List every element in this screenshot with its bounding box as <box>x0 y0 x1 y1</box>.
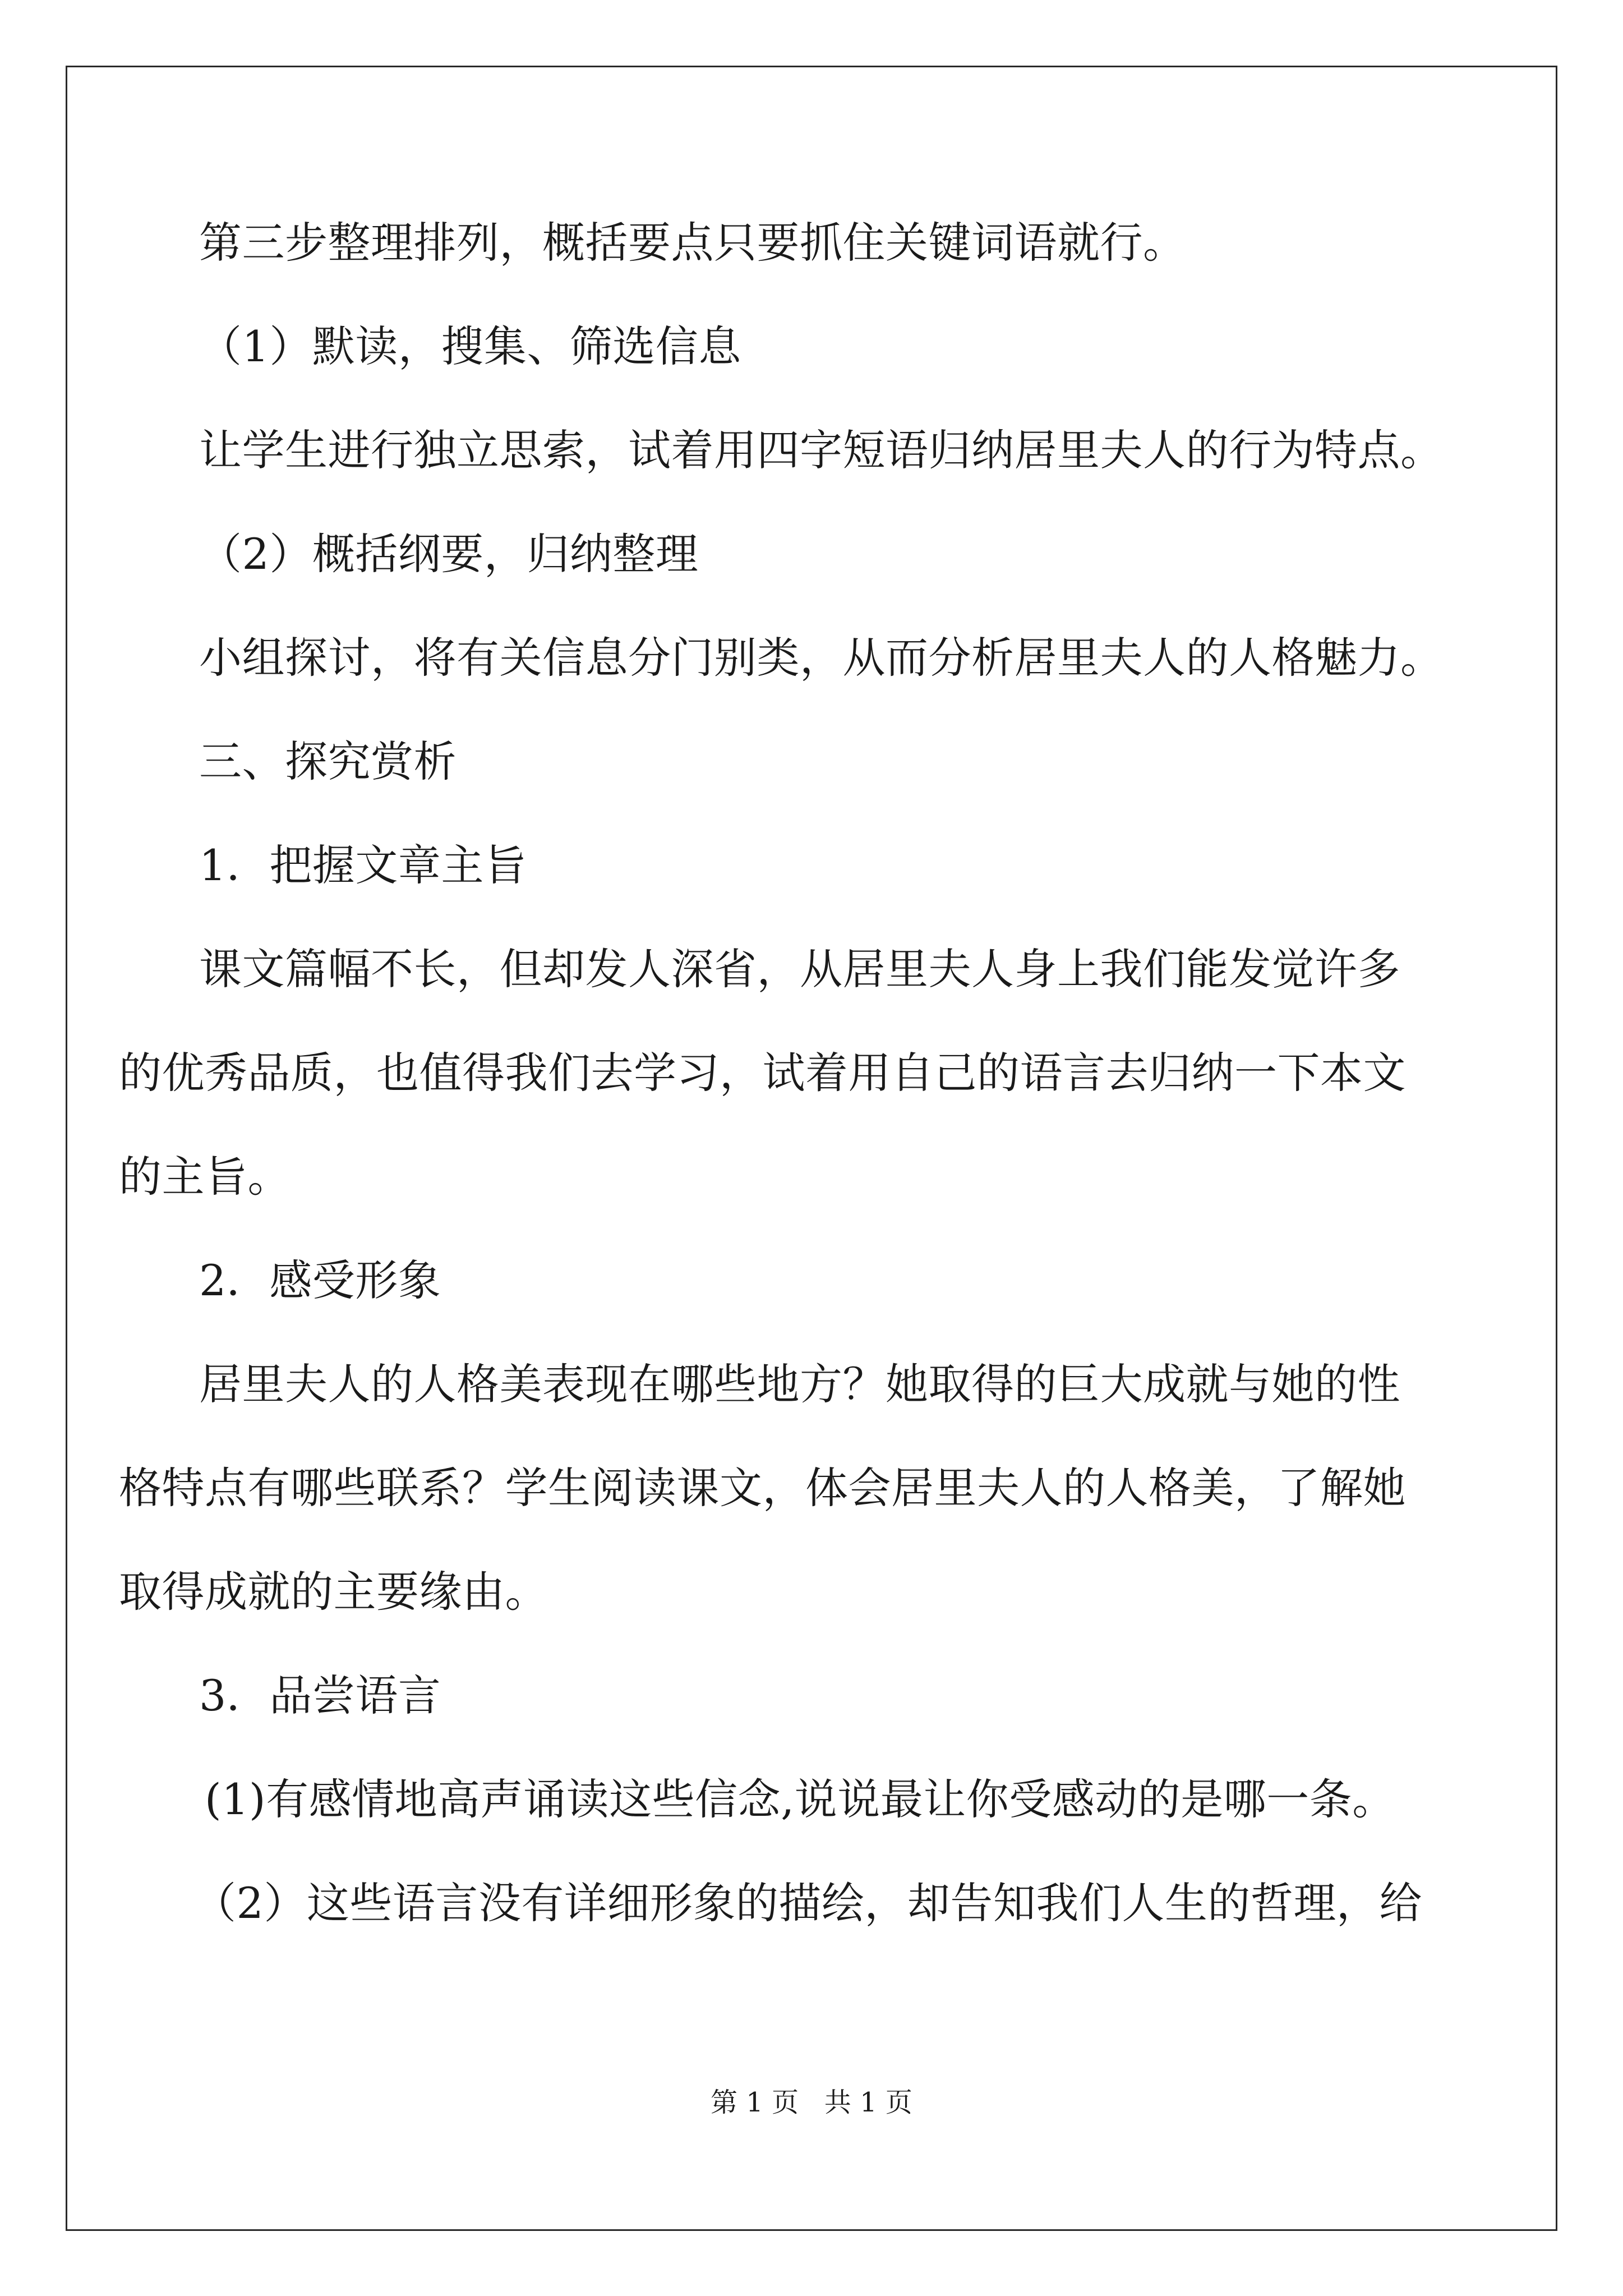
subsection-heading: 3．品尝语言 <box>199 1671 441 1720</box>
paragraph-line: 的优秀品质，也值得我们去学习，试着用自己的语言去归纳一下本文 <box>119 1048 1406 1098</box>
page-number-footer: 第 1 页 共 1 页 <box>711 2087 912 2118</box>
subsection-heading: 1．把握文章主旨 <box>199 840 527 890</box>
paragraph-line: 课文篇幅不长，但却发人深省，从居里夫人身上我们能发觉许多 <box>199 944 1400 994</box>
paragraph-line: 第三步整理排列，概括要点只要抓住关键词语就行。 <box>199 218 1186 268</box>
paragraph-line: （1）默读，搜集、筛选信息 <box>199 321 741 371</box>
paragraph-line: （2）概括纲要，归纳整理 <box>199 529 699 579</box>
paragraph-line: （2）这些语言没有详细形象的描绘，却告知我们人生的哲理，给 <box>193 1878 1422 1928</box>
section-heading: 三、探究赏析 <box>199 737 457 786</box>
paragraph-line: 取得成就的主要缘由。 <box>119 1567 548 1617</box>
paragraph-line: 让学生进行独立思索，试着用四字短语归纳居里夫人的行为特点。 <box>199 425 1444 475</box>
paragraph-line: 居里夫人的人格美表现在哪些地方？她取得的巨大成就与她的性 <box>199 1359 1400 1409</box>
paragraph-line: (1)有感情地高声诵读这些信念,说说最让你受感动的是哪一条。 <box>205 1774 1395 1824</box>
subsection-heading: 2．感受形象 <box>199 1255 441 1305</box>
paragraph-line: 的主旨。 <box>119 1152 291 1202</box>
paragraph-line: 格特点有哪些联系？学生阅读课文，体会居里夫人的人格美，了解她 <box>119 1463 1406 1513</box>
paragraph-line: 小组探讨，将有关信息分门别类，从而分析居里夫人的人格魅力。 <box>199 633 1444 683</box>
